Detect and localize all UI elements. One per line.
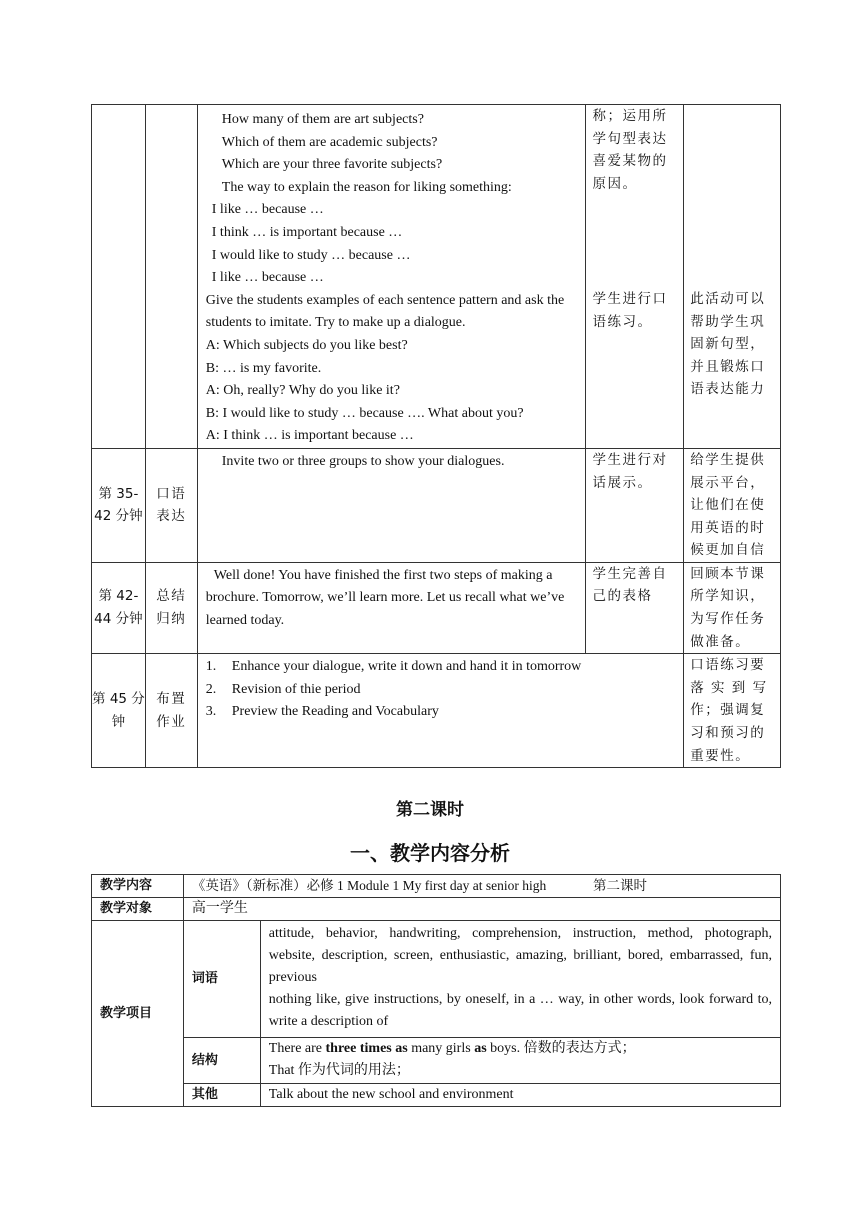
purpose-cell [684,562,781,653]
time-cell [92,448,146,562]
procedure-table [91,104,781,768]
structure-line-2: That 作为代词的用法； [268,1063,410,1078]
table-row [92,105,781,449]
item-number: 1. [205,659,217,675]
structure-cell [260,1038,780,1084]
value-cell [183,875,780,898]
content-line: I like … because … [211,202,324,218]
content-line: Which are your three favorite subjects? [221,157,443,173]
content-cell [197,105,586,449]
list-item [206,656,675,679]
student-activity-bottom: 学生进行口语练习。 [592,291,668,330]
dialogue-line: B: I would like to study … because …. What about you? [205,405,524,421]
section-title: 第二课时 [396,800,464,820]
content-line: I like … because … [211,270,324,286]
table-row [92,1084,781,1107]
student-activity-cell [586,105,684,449]
items-label: 教学项目 [100,1005,153,1021]
time-cell [92,654,146,768]
content-line: The way to explain the reason for liking something: [221,179,512,195]
content-line: I would like to study … because … [211,247,411,263]
homework-cell [197,654,683,768]
time-cell [92,105,146,449]
student-activity-cell [586,448,684,562]
purpose-text: 回顾本节课所学知识，为写作任务做准备。 [690,565,766,650]
time-cell [92,562,146,653]
target-label: 教学对象 [100,901,153,916]
section-subtitle: 一、教学内容分析 [350,841,510,865]
purpose-cell [684,105,781,449]
purpose-text: 口语练习要落 实 到 写作；强调复习和预习的重要性。 [690,657,768,764]
table-row [92,875,781,898]
purpose-text: 此活动可以帮助学生巩固新句型，并且锻炼口语表达能力 [690,291,766,398]
table-row [92,654,781,768]
sub-label-cell [183,1038,260,1084]
stage-text: 布置作业 [156,691,187,730]
label-cell [92,875,184,898]
homework-list [206,656,675,724]
other-cell [260,1084,780,1107]
vocab-label: 词语 [191,971,218,986]
stage-cell [145,562,197,653]
table-row [92,1038,781,1084]
table-row [92,562,781,653]
content-analysis-table [91,874,781,1107]
label-cell [92,898,184,921]
student-activity-text: 学生完善自己的表格 [592,565,668,605]
purpose-cell [684,654,781,768]
vocab-phrases: nothing like, give instructions, by oneself, in a … way, in other words, look forward to, write a description of [268,992,772,1029]
sub-label-cell [183,921,260,1038]
purpose-cell [684,448,781,562]
dialogue-line: B: … is my favorite. [205,360,322,376]
stage-cell [145,654,197,768]
dialogue-line: A: I think … is important because … [205,428,414,444]
item-number: 3. [205,704,217,720]
purpose-text: 给学生提供展示平台，让他们在使用英语的时候更加自信 [690,451,766,559]
stage-text: 口语表达 [156,485,187,525]
list-item [206,701,675,724]
content-cell [197,448,586,562]
student-activity-text: 学生进行对话展示。 [592,451,668,491]
content-value: 《英语》（新标准）必修 1 Module 1 My first day at senior high [191,878,547,893]
stage-text: 总结归纳 [156,588,187,628]
item-text: Revision of thie period [231,681,361,697]
content-line: I think … is important because … [211,224,403,240]
content-text: Invite two or three groups to show your dialogues. [221,453,505,469]
content-line: How many of them are art subjects? [221,112,424,127]
time-text: 第 42-44 分钟 [94,588,143,628]
list-item [206,679,675,702]
item-text: Enhance your dialogue, write it down and hand it in tomorrow [231,659,582,675]
student-activity-cell [586,562,684,653]
content-line: Which of them are academic subjects? [221,134,438,150]
stage-cell [145,448,197,562]
content-lesson: 第二课时 [592,878,647,893]
time-text: 第 35-42 分钟 [94,485,143,525]
other-label: 其他 [191,1087,218,1102]
structure-label: 结构 [191,1052,218,1068]
item-number: 2. [205,681,217,697]
content-cell [197,562,586,653]
table-row [92,921,781,1038]
stage-cell [145,105,197,449]
sub-label-cell [183,1084,260,1107]
dialogue-line: A: Oh, really? Why do you like it? [205,383,400,399]
content-label: 教学内容 [100,878,153,893]
content-text: Well done! You have finished the first two steps of making a brochure. Tomorrow, we’ll learn more. Let us recall what we’ve learned today. [205,567,565,629]
other-value: Talk about the new school and environment [268,1087,514,1102]
value-cell [183,898,780,921]
target-value: 高一学生 [191,901,248,916]
content-paragraph: Give the students examples of each sentence pattern and ask the students to imitate. Try to make up a dialogue. [205,292,565,331]
structure-line-1: There are three times as many girls as boys. 倍数的表达方式； [268,1041,636,1056]
table-row [92,898,781,921]
label-cell [92,921,184,1107]
table-row [92,448,781,562]
student-activity-top: 称；运用所学句型表达喜爱某物的原因。 [592,108,668,192]
vocab-words: attitude, behavior, handwriting, comprehension, instruction, method, photograph, website, description, screen, enthusiastic, amazing, brilliant, bored, embarrassed, fun, previous [268,926,772,985]
time-text: 第 45 分钟 [92,691,145,730]
dialogue-line: A: Which subjects do you like best? [205,337,408,353]
item-text: Preview the Reading and Vocabulary [231,704,439,720]
vocab-cell [260,921,780,1038]
